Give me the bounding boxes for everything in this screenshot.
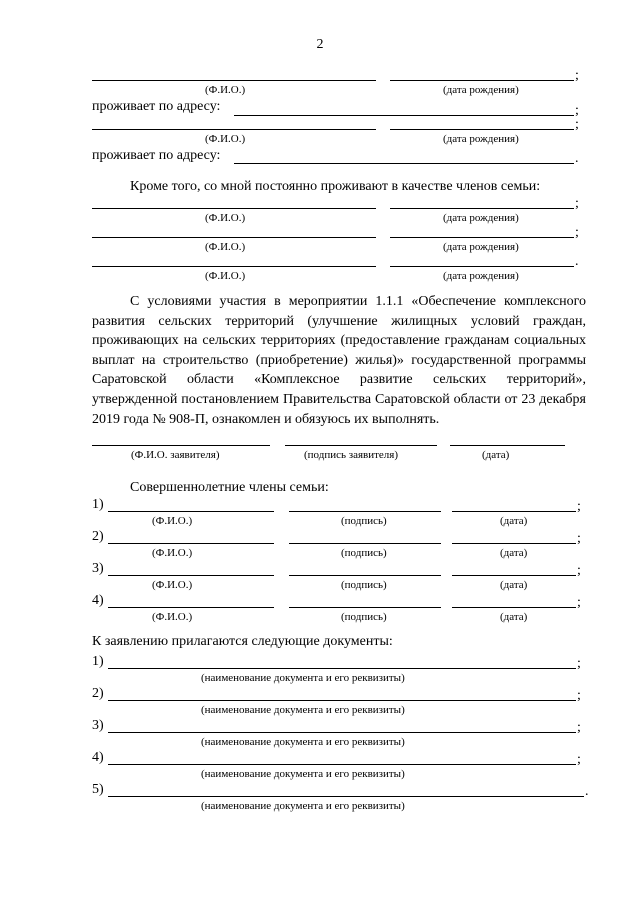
dob-caption: (дата рождения) [443,133,519,145]
dob-field-2[interactable] [390,129,574,130]
family-intro: Кроме того, со мной постоянно проживают в качестве членов семьи: [130,179,541,194]
fio-caption: (Ф.И.О.) [152,515,193,527]
conditions-text: С условиями участия в мероприятии 1.1.1 «Обеспечение комплексного развития сельских территорий (улучшение жилищных условий граждан, проживающих на сельских территориях (предоставление гражданам социальных выплат на строительство (приобретение) жилья)» государственной программы Саратовской области «Комплексное развитие сельских территорий», утвержденной постановлением Правительства Саратовской области от 23 декабря 2019 года № 908-П, ознакомлен и обязуюсь их выполнять. [92,294,586,427]
doc-caption: (наименование документа и его реквизиты) [201,768,405,780]
signature-caption: (подпись) [341,515,387,527]
doc-caption: (наименование документа и его реквизиты) [201,672,405,684]
document-field-3[interactable] [108,732,576,733]
adult-signature-field-3[interactable] [289,575,441,576]
row-number: 4) [92,750,104,765]
row-number: 4) [92,593,104,608]
applicant-signature-field[interactable] [285,445,437,446]
adult-signature-field-2[interactable] [289,543,441,544]
doc-caption: (наименование документа и его реквизиты) [201,736,405,748]
field-terminator: ; [577,656,581,671]
adult-date-field-1[interactable] [452,511,576,512]
date-caption: (дата) [500,515,528,527]
row-number: 1) [92,497,104,512]
field-terminator: ; [577,531,581,546]
dob-caption: (дата рождения) [443,241,519,253]
dob-caption: (дата рождения) [443,270,519,282]
adult-date-field-4[interactable] [452,607,576,608]
adult-date-field-3[interactable] [452,575,576,576]
adult-fio-field-2[interactable] [108,543,274,544]
field-terminator: ; [575,103,579,118]
doc-caption: (наименование документа и его реквизиты) [201,704,405,716]
field-terminator: . [575,254,579,269]
adult-members-title: Совершеннолетние члены семьи: [130,480,329,495]
fio-caption: (Ф.И.О.) [152,611,193,623]
dob-field-1[interactable] [390,80,574,81]
date-caption: (дата) [500,547,528,559]
family-fio-field-3[interactable] [92,266,376,267]
adult-signature-field-4[interactable] [289,607,441,608]
field-terminator: ; [575,117,579,132]
fio-caption: (Ф.И.О.) [205,84,246,96]
dob-caption: (дата рождения) [443,212,519,224]
adult-fio-field-3[interactable] [108,575,274,576]
row-number: 3) [92,718,104,733]
fio-caption: (Ф.И.О.) [205,212,246,224]
fio-caption: (Ф.И.О.) [205,133,246,145]
page-number: 2 [316,37,324,52]
fio-caption: (Ф.И.О.) [152,547,193,559]
field-terminator: ; [575,196,579,211]
doc-caption: (наименование документа и его реквизиты) [201,800,405,812]
row-number: 3) [92,561,104,576]
address-label: проживает по адресу: [92,99,221,114]
applicant-date-field[interactable] [450,445,565,446]
row-number: 2) [92,686,104,701]
address-label: проживает по адресу: [92,148,221,163]
adult-fio-field-4[interactable] [108,607,274,608]
field-terminator: ; [577,595,581,610]
fio-caption: (Ф.И.О.) [205,241,246,253]
fio-caption: (Ф.И.О.) [152,579,193,591]
family-dob-field-1[interactable] [390,208,574,209]
applicant-fio-caption: (Ф.И.О. заявителя) [131,449,220,461]
date-caption: (дата) [500,611,528,623]
row-number: 2) [92,529,104,544]
address-field-1[interactable] [234,115,574,116]
applicant-fio-field[interactable] [92,445,270,446]
signature-caption: (подпись) [341,547,387,559]
dob-caption: (дата рождения) [443,84,519,96]
field-terminator: ; [575,225,579,240]
family-dob-field-2[interactable] [390,237,574,238]
signature-caption: (подпись) [341,579,387,591]
row-number: 5) [92,782,104,797]
applicant-date-caption: (дата) [482,449,510,461]
family-fio-field-1[interactable] [92,208,376,209]
fio-field-2[interactable] [92,129,376,130]
document-field-4[interactable] [108,764,576,765]
date-caption: (дата) [500,579,528,591]
field-terminator: ; [577,499,581,514]
document-field-2[interactable] [108,700,576,701]
applicant-signature-caption: (подпись заявителя) [304,449,399,461]
family-dob-field-3[interactable] [390,266,574,267]
document-field-5[interactable] [108,796,584,797]
field-terminator: ; [575,68,579,83]
field-terminator: ; [577,563,581,578]
field-terminator: . [575,151,579,166]
adult-date-field-2[interactable] [452,543,576,544]
adult-fio-field-1[interactable] [108,511,274,512]
field-terminator: . [585,784,589,799]
fio-field-1[interactable] [92,80,376,81]
family-fio-field-2[interactable] [92,237,376,238]
documents-title: К заявлению прилагаются следующие документы: [92,634,393,649]
conditions-paragraph [92,292,586,429]
field-terminator: ; [577,688,581,703]
adult-signature-field-1[interactable] [289,511,441,512]
row-number: 1) [92,654,104,669]
signature-caption: (подпись) [341,611,387,623]
address-field-2[interactable] [234,163,574,164]
fio-caption: (Ф.И.О.) [205,270,246,282]
document-field-1[interactable] [108,668,576,669]
field-terminator: ; [577,752,581,767]
field-terminator: ; [577,720,581,735]
